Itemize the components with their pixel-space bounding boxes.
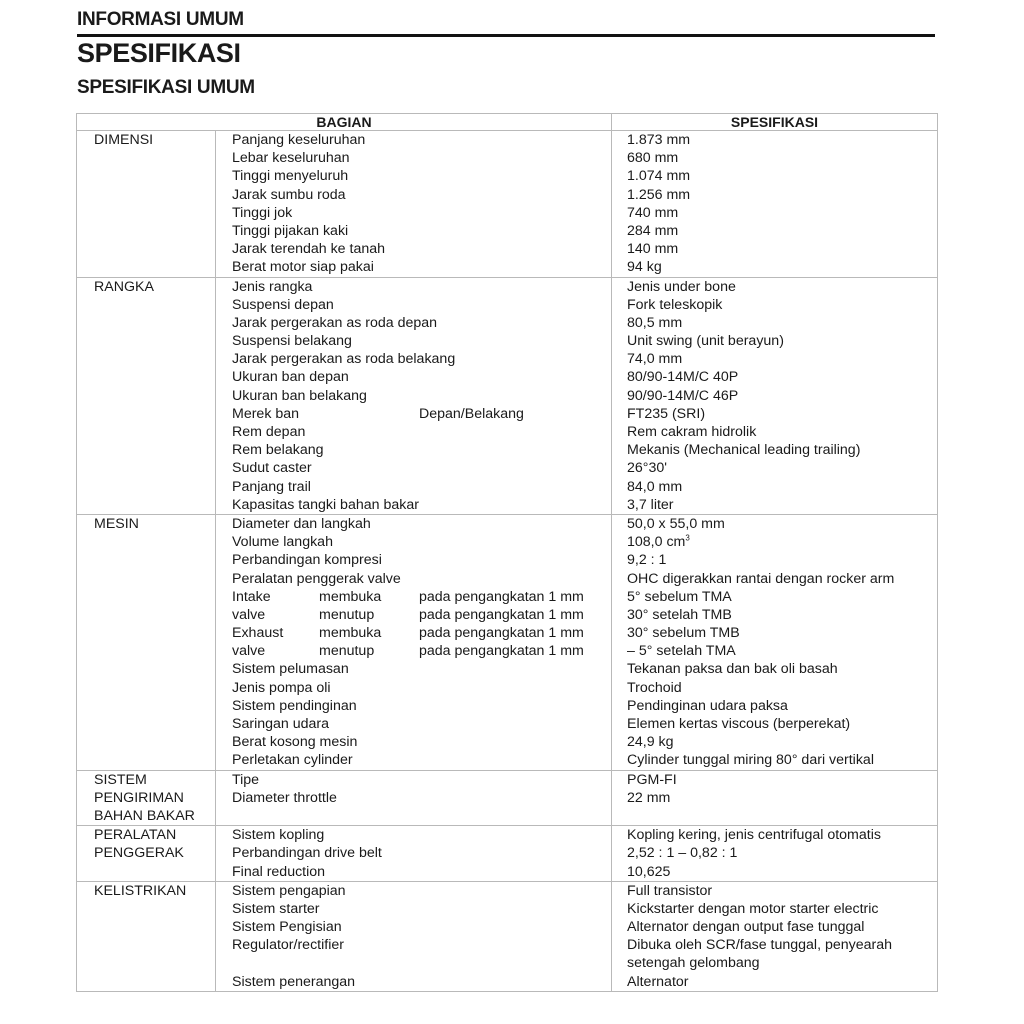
part-label: Sistem pelumasan xyxy=(232,661,349,678)
spec-value: OHC digerakkan rantai dengan rocker arm xyxy=(627,570,895,587)
column-header-spesifikasi: SPESIFIKASI xyxy=(612,114,938,131)
page-title: SPESIFIKASI xyxy=(77,38,241,68)
table-group-mesin xyxy=(77,514,938,770)
spec-value: 1.074 mm xyxy=(627,168,691,185)
part-label: Kapasitas tangki bahan bakar xyxy=(232,496,419,513)
spec-value: Trochoid xyxy=(627,679,682,696)
table-group-sistem-pengiriman-bahan-bakar xyxy=(77,770,938,826)
spec-value: 22 mm xyxy=(627,789,671,806)
spec-table xyxy=(76,113,938,992)
spec-value: Mekanis (Mechanical leading trailing) xyxy=(627,442,861,459)
spec-value: 30° setelah TMB xyxy=(627,606,732,623)
spec-value: 84,0 mm xyxy=(627,478,683,495)
spec-value: 9,2 : 1 xyxy=(627,552,667,569)
part-label: Regulator/rectifier xyxy=(232,937,344,954)
part-label: Perletakan cylinder xyxy=(232,752,353,769)
part-label: Ukuran ban depan xyxy=(232,369,349,386)
part-label: Lebar keseluruhan xyxy=(232,150,350,167)
spec-value: Alternator xyxy=(627,973,689,990)
spec-value: Dibuka oleh SCR/fase tunggal, penyearah xyxy=(627,937,893,954)
part-label: Diameter dan langkah xyxy=(232,515,371,532)
part-label: Panjang keseluruhan xyxy=(232,132,366,148)
part-sublabel: Depan/Belakang xyxy=(419,405,524,422)
spec-value: 80,5 mm xyxy=(627,314,683,331)
part-label: Tinggi pijakan kaki xyxy=(232,222,349,239)
part-label: Final reduction xyxy=(232,863,326,880)
spec-value: Unit swing (unit berayun) xyxy=(627,333,784,350)
part-label: Saringan udara xyxy=(232,716,330,732)
part-label: Ukuran ban belakang xyxy=(232,387,367,404)
spec-value: 90/90-14M/C 46P xyxy=(627,387,739,404)
spec-value: 1.256 mm xyxy=(627,186,691,203)
spec-value: 24,9 kg xyxy=(627,734,674,751)
spec-value: Tekanan paksa dan bak oli basah xyxy=(627,661,838,678)
page-subtitle: SPESIFIKASI UMUM xyxy=(77,77,255,98)
value-cell xyxy=(612,514,938,770)
table-group-rangka xyxy=(77,277,938,514)
spec-value: 80/90-14M/C 40P xyxy=(627,369,739,386)
part-label: Sudut caster xyxy=(232,460,312,477)
section-heading: INFORMASI UMUM xyxy=(77,9,244,30)
spec-value: Alternator dengan output fase tunggal xyxy=(627,919,865,936)
category-cell: DIMENSI xyxy=(77,131,216,278)
valve-timing-row: valve menutup pada pengangkatan 1 mm xyxy=(232,606,584,623)
category-cell: MESIN xyxy=(77,514,216,770)
spec-value: 3,7 liter xyxy=(627,496,674,513)
value-cell xyxy=(612,826,938,882)
part-label: Tinggi menyeluruh xyxy=(232,168,349,185)
part-cell xyxy=(216,826,612,882)
part-cell xyxy=(216,131,612,278)
value-cell xyxy=(612,131,938,278)
part-label: Berat motor siap pakai xyxy=(232,259,374,276)
part-label: Sistem starter xyxy=(232,900,320,917)
part-label: Tipe xyxy=(232,771,260,788)
part-cell xyxy=(216,514,612,770)
part-label: Sistem pengapian xyxy=(232,882,346,899)
spec-value: 284 mm xyxy=(627,222,679,239)
spec-value: Pendinginan udara paksa xyxy=(627,697,788,714)
spec-value: Kickstarter dengan motor starter electric xyxy=(627,900,879,917)
part-cell xyxy=(216,881,612,991)
spec-value: PGM-FI xyxy=(627,771,677,788)
part-label: Suspensi belakang xyxy=(232,333,352,350)
table-group-dimensi xyxy=(77,131,938,278)
column-header-bagian: BAGIAN xyxy=(77,114,612,131)
spacer xyxy=(232,954,611,972)
category-cell: KELISTRIKAN xyxy=(77,881,216,991)
table-header-row xyxy=(77,114,938,131)
spec-value: 140 mm xyxy=(627,241,679,258)
spec-value: – 5° setelah TMA xyxy=(627,643,736,660)
spec-value: Kopling kering, jenis centrifugal otomatis xyxy=(627,827,881,844)
value-cell xyxy=(612,881,938,991)
spec-value: Elemen kertas viscous (berperekat) xyxy=(627,716,851,732)
spec-value: Cylinder tunggal miring 80° dari vertikal xyxy=(627,752,874,769)
heading-rule xyxy=(77,34,935,37)
spec-value: 10,625 xyxy=(627,863,671,880)
spec-value: 680 mm xyxy=(627,150,679,167)
part-label: Jarak pergerakan as roda belakang xyxy=(232,351,456,368)
valve-timing-row: valve menutup pada pengangkatan 1 mm xyxy=(232,643,584,660)
spec-value: 2,52 : 1 – 0,82 : 1 xyxy=(627,845,738,862)
part-label: Rem depan xyxy=(232,424,306,440)
spec-value: Full transistor xyxy=(627,882,713,899)
category-cell: RANGKA xyxy=(77,277,216,514)
category-cell: SISTEM PENGIRIMAN BAHAN BAKAR xyxy=(77,770,216,826)
part-label: Jarak pergerakan as roda depan xyxy=(232,314,438,331)
value-cell xyxy=(612,277,938,514)
spec-value: 108,0 $cm^3$ xyxy=(627,533,690,551)
part-label: Jarak sumbu roda xyxy=(232,186,346,203)
spec-value: 5° sebelum TMA xyxy=(627,588,732,605)
part-label: Suspensi depan xyxy=(232,296,334,313)
spec-value: 1.873 mm xyxy=(627,132,691,148)
value-cell xyxy=(612,770,938,826)
spec-value: Fork teleskopik xyxy=(627,296,723,313)
part-cell xyxy=(216,277,612,514)
part-label: Rem belakang xyxy=(232,442,324,459)
part-label: Jenis rangka xyxy=(232,278,313,295)
part-label: Volume langkah xyxy=(232,534,333,551)
part-label: Sistem penerangan xyxy=(232,973,356,990)
part-label-merek-ban: Merek ban Depan/Belakang xyxy=(232,405,524,422)
table-group-peralatan-penggerak xyxy=(77,826,938,882)
part-label: Perbandingan drive belt xyxy=(232,845,382,862)
spec-value: Jenis under bone xyxy=(627,278,736,295)
part-label: Jenis pompa oli xyxy=(232,679,331,696)
part-label: Tinggi jok xyxy=(232,204,293,221)
spec-value: 74,0 mm xyxy=(627,351,683,368)
spec-value: 740 mm xyxy=(627,204,679,221)
part-label: Sistem Pengisian xyxy=(232,919,342,936)
spec-value: 26°30' xyxy=(627,460,667,477)
spec-value: 94 kg xyxy=(627,259,662,276)
spec-value: 30° sebelum TMB xyxy=(627,625,740,642)
part-label: Sistem kopling xyxy=(232,827,325,844)
part-label: Diameter throttle xyxy=(232,789,337,806)
part-label: Sistem pendinginan xyxy=(232,697,357,714)
spec-value: setengah gelombang xyxy=(627,955,760,972)
part-label: Perbandingan kompresi xyxy=(232,552,382,569)
spec-value: Rem cakram hidrolik xyxy=(627,424,757,440)
category-cell: PERALATAN PENGGERAK xyxy=(77,826,216,882)
valve-timing-row: Exhaust membuka pada pengangkatan 1 mm xyxy=(232,625,584,642)
valve-timing-row: Intake membuka pada pengangkatan 1 mm xyxy=(232,588,584,605)
part-cell xyxy=(216,770,612,826)
spec-value: 50,0 x 55,0 mm xyxy=(627,515,725,532)
table-group-kelistrikan xyxy=(77,881,938,991)
part-label: Jarak terendah ke tanah xyxy=(232,241,386,258)
part-label: Berat kosong mesin xyxy=(232,734,358,751)
part-label: Peralatan penggerak valve xyxy=(232,570,401,587)
spec-value: FT235 (SRI) xyxy=(627,405,706,422)
part-label: Panjang trail xyxy=(232,478,311,495)
